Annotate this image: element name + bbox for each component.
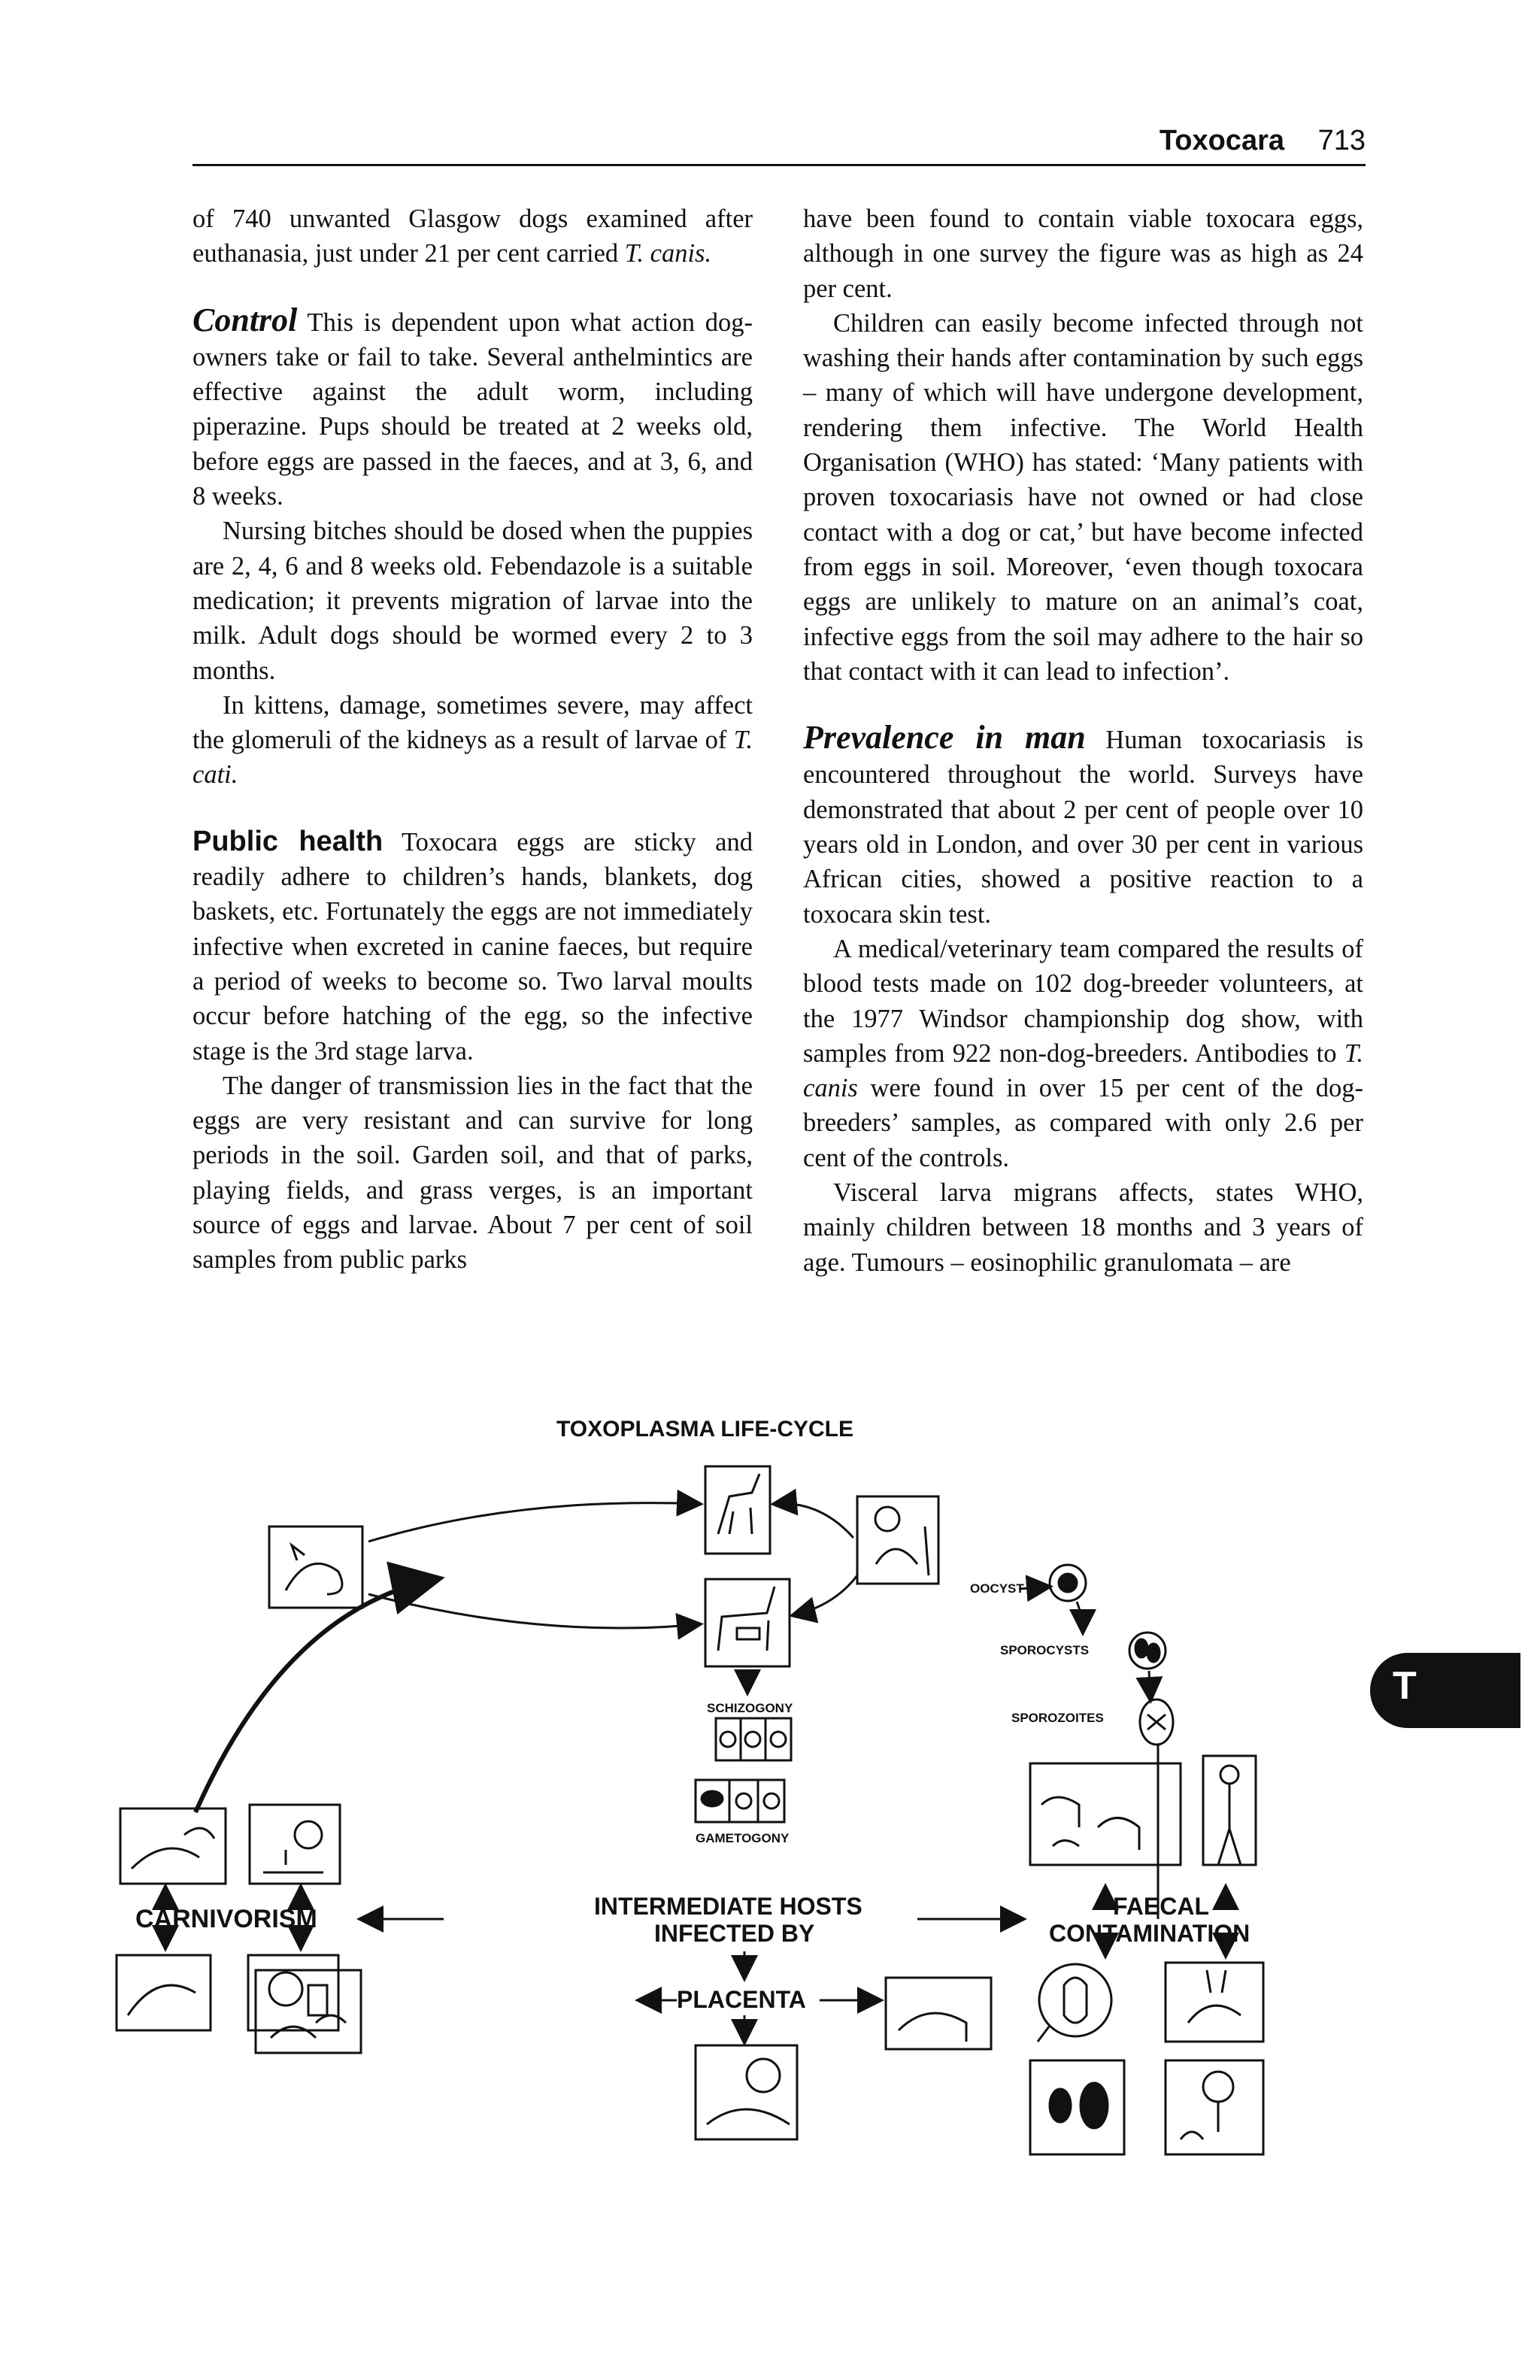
shepherd-illustration bbox=[1203, 1756, 1256, 1865]
dog-host-illustration bbox=[705, 1466, 770, 1554]
child-with-pet-illustration bbox=[1166, 2060, 1263, 2154]
rabbit-illustration bbox=[1166, 1963, 1263, 2042]
sporocyst-illustration bbox=[1129, 1633, 1166, 1699]
paragraph: Nursing bitches should be dosed when the puppies are 2, 4, 6 and 8 weeks old. Febendazole is a suitable medication; it prevents migration of larvae into the milk. Adult dogs should be wormed every 2 to 3 months. bbox=[192, 517, 753, 685]
paragraph: have been found to contain viable toxocara eggs, although in one survey the figure was as high as 24 per cent. bbox=[803, 205, 1363, 303]
worm-eggs-illustration bbox=[1038, 1964, 1111, 2042]
sheep-illustration bbox=[886, 1978, 991, 2049]
raccoon-illustration bbox=[857, 1496, 938, 1584]
contamination-label: CONTAMINATION bbox=[1049, 1920, 1250, 1947]
diagram-title: TOXOPLASMA LIFE-CYCLE bbox=[556, 1417, 854, 1442]
left-column bbox=[192, 202, 753, 1278]
dog-eating-illustration bbox=[248, 1955, 338, 2030]
public-health-section: Public health Toxocara eggs are sticky and readily adhere to children’s hands, blankets, dog baskets, etc. Fortunately the eggs are not immediately infective when excreted in canine faeces, but require a period of weeks to become so. Two larval moults occur before hatching of the egg, so the infective stage is the 3rd stage larva. bbox=[192, 825, 753, 1066]
carnivorism-label: CARNIVORISM bbox=[135, 1905, 317, 1933]
schizogony-illustration bbox=[716, 1718, 791, 1760]
paragraph: In kittens, damage, sometimes severe, may affect the glomeruli of the kidneys as a result of larvae of T. cati. bbox=[192, 690, 753, 790]
sporozoites-label: SPOROZOITES bbox=[1011, 1711, 1104, 1725]
infected-by-label: INFECTED BY bbox=[654, 1920, 815, 1947]
thumb-index-tab bbox=[1370, 1653, 1520, 1728]
section-heading-control: Control bbox=[192, 301, 298, 338]
gametogony-label: GAMETOGONY bbox=[696, 1831, 790, 1845]
section-heading-prevalence: Prevalence in man bbox=[803, 719, 1086, 756]
faecal-label: FAECAL bbox=[1113, 1893, 1209, 1920]
paragraph: Children can easily become infected through not washing their hands after contamination by such eggs – many of which will have undergone development, rendering them infective. The World Health Organisation (WHO) has stated: ‘Many patients with proven toxocariasis have not owned or had close contact with a dog or cat,’ but have become infected from eggs in soil. Moreover, ‘even though toxocara eggs are unlikely to mature on an animal’s coat, infective eggs from the soil may adhere to the hair so that contact with it can lead to infection’. bbox=[803, 308, 1363, 686]
oocyst-label: OOCYST bbox=[970, 1581, 1024, 1596]
life-cycle-figure bbox=[135, 1414, 1308, 2263]
sporozoite-illustration bbox=[1140, 1699, 1173, 1745]
control-section: Control This is dependent upon what action dog-owners take or fail to take. Several anthelmintics are effective against the adult worm, including piperazine. Pups should be treated at 2 weeks old, before eggs are passed in the faeces, and at 3, 6, and 8 weeks. bbox=[192, 301, 753, 511]
mice-illustration bbox=[271, 2015, 346, 2038]
raw-meat-illustration bbox=[117, 1955, 211, 2030]
thumb-tab-letter: T bbox=[1393, 1664, 1417, 1708]
schizogony-label: SCHIZOGONY bbox=[707, 1701, 793, 1715]
paragraph: The danger of transmission lies in the fact that the eggs are very resistant and can survive for long periods in the soil. Garden soil, and that of parks, playing fields, and grass verges, is an important source of eggs and larvae. About 7 per cent of soil samples from public parks bbox=[192, 1071, 753, 1275]
sporocysts-label: SPOROCYSTS bbox=[1000, 1643, 1090, 1657]
carnivorism-return-arrow bbox=[196, 1579, 436, 1812]
placenta-label: PLACENTA bbox=[677, 1986, 806, 2013]
page-number: 713 bbox=[1317, 125, 1366, 156]
running-title: Toxocara bbox=[1159, 125, 1284, 156]
flies-cockroach-illustration bbox=[1030, 2060, 1124, 2154]
oocyst-illustration bbox=[1019, 1565, 1086, 1632]
cat-host-illustration bbox=[269, 1527, 362, 1608]
infant-illustration bbox=[696, 2045, 797, 2139]
cycle-arrows bbox=[368, 1503, 857, 1628]
child-eating-meat-illustration bbox=[250, 1805, 340, 1884]
life-cycle-diagram bbox=[135, 1414, 1308, 2263]
gametogony-illustration bbox=[696, 1780, 784, 1822]
paragraph: Visceral larva migrans affects, states WHO, mainly children between 18 months and 3 years of age. Tumours – eosinophilic granulomata – are bbox=[803, 1178, 1363, 1277]
right-column bbox=[803, 202, 1363, 1280]
intermediate-hosts-label: INTERMEDIATE HOSTS bbox=[594, 1893, 862, 1920]
paragraph: A medical/veterinary team compared the results of blood tests made on 102 dog-breeder volunteers, at the 1977 Windsor championship dog show, with samples from 922 non-dog-breeders. Antibodies to T. canis were found in over 15 per cent of the dog-breeders’ samples, as compared with only 2.6 per cent of the controls. bbox=[803, 934, 1363, 1172]
page-header bbox=[192, 119, 1366, 166]
section-heading-public-health: Public health bbox=[192, 825, 383, 857]
cat-definitive-host-illustration bbox=[705, 1579, 790, 1666]
prevalence-section: Prevalence in man Human toxocariasis is encountered throughout the world. Surveys have demonstrated that about 2 per cent of people over 10 years old in London, and over 30 per cent in various African cities, showed a positive reaction to a toxocara skin test. bbox=[803, 719, 1364, 929]
paragraph: of 740 unwanted Glasgow dogs examined after euthanasia, just under 21 per cent carried T. canis. bbox=[192, 205, 753, 268]
cat-eating-mouse-illustration bbox=[120, 1808, 226, 1884]
